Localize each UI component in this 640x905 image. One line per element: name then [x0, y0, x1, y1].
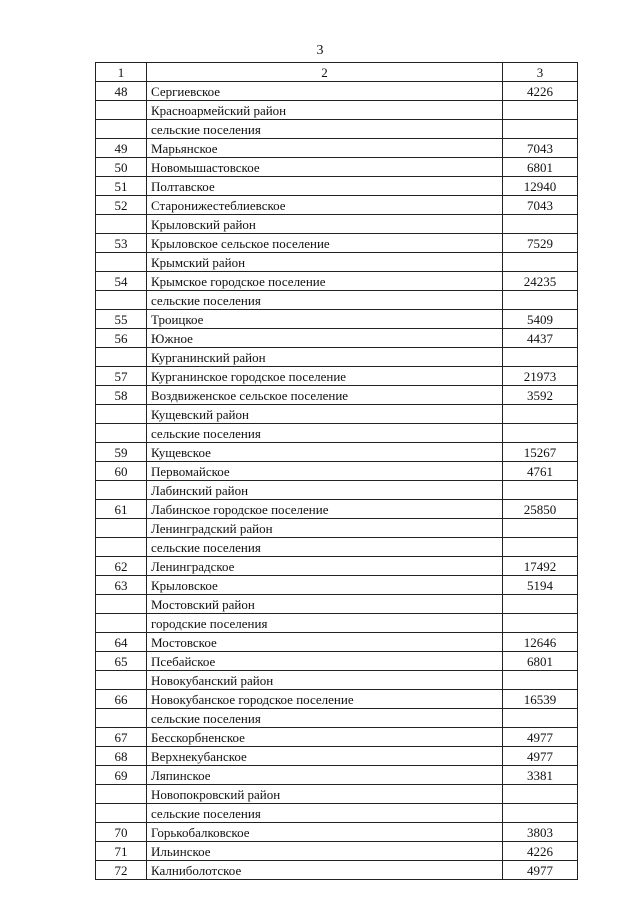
population-value: 4226 [503, 842, 578, 861]
table-row [96, 367, 578, 386]
population-value [503, 291, 578, 310]
table-row [96, 690, 578, 709]
settlement-name: Полтавское [147, 177, 503, 196]
row-number [96, 614, 147, 633]
table-row [96, 633, 578, 652]
row-number [96, 291, 147, 310]
settlement-name: Ильинское [147, 842, 503, 861]
settlement-name: Мостовское [147, 633, 503, 652]
settlement-name: Новокубанский район [147, 671, 503, 690]
population-value [503, 424, 578, 443]
settlement-name: Воздвиженское сельское поселение [147, 386, 503, 405]
table-row [96, 652, 578, 671]
population-value: 4437 [503, 329, 578, 348]
table-header-row [96, 63, 578, 82]
row-number: 49 [96, 139, 147, 158]
table-row [96, 462, 578, 481]
population-value: 15267 [503, 443, 578, 462]
settlement-name: Лабинское городское поселение [147, 500, 503, 519]
table-row [96, 614, 578, 633]
row-number [96, 253, 147, 272]
table-row [96, 443, 578, 462]
table-row [96, 120, 578, 139]
row-number: 63 [96, 576, 147, 595]
row-number [96, 538, 147, 557]
row-number: 56 [96, 329, 147, 348]
table-row [96, 842, 578, 861]
settlement-name: Бесскорбненское [147, 728, 503, 747]
settlement-name: Мостовский район [147, 595, 503, 614]
settlement-name: Марьянское [147, 139, 503, 158]
population-value: 12646 [503, 633, 578, 652]
table-row [96, 804, 578, 823]
table-row [96, 101, 578, 120]
row-number [96, 595, 147, 614]
table-row [96, 82, 578, 101]
page-number: 3 [316, 43, 324, 58]
settlement-name: Сергиевское [147, 82, 503, 101]
population-value: 5194 [503, 576, 578, 595]
settlement-name: Кущевский район [147, 405, 503, 424]
row-number [96, 424, 147, 443]
row-number: 70 [96, 823, 147, 842]
settlement-name: Первомайское [147, 462, 503, 481]
row-number: 50 [96, 158, 147, 177]
row-number: 51 [96, 177, 147, 196]
settlement-name: Южное [147, 329, 503, 348]
row-number: 59 [96, 443, 147, 462]
row-number [96, 671, 147, 690]
settlement-name: сельские поселения [147, 538, 503, 557]
population-value: 17492 [503, 557, 578, 576]
table-row [96, 310, 578, 329]
table-row [96, 500, 578, 519]
row-number: 64 [96, 633, 147, 652]
settlement-name: сельские поселения [147, 291, 503, 310]
population-value [503, 348, 578, 367]
settlement-name: Горькобалковское [147, 823, 503, 842]
table-row [96, 728, 578, 747]
table-row [96, 709, 578, 728]
row-number [96, 101, 147, 120]
settlement-name: Новопокровский район [147, 785, 503, 804]
table-row [96, 272, 578, 291]
table-row [96, 519, 578, 538]
row-number: 58 [96, 386, 147, 405]
row-number: 68 [96, 747, 147, 766]
population-value [503, 405, 578, 424]
settlement-name: Старонижестеблиевское [147, 196, 503, 215]
row-number: 65 [96, 652, 147, 671]
settlement-name: сельские поселения [147, 120, 503, 139]
table-row [96, 747, 578, 766]
table-row [96, 861, 578, 880]
population-value: 7043 [503, 196, 578, 215]
population-value [503, 614, 578, 633]
population-value: 7529 [503, 234, 578, 253]
settlement-name: Крымский район [147, 253, 503, 272]
population-value [503, 595, 578, 614]
population-value [503, 804, 578, 823]
settlement-name: Ленинградский район [147, 519, 503, 538]
settlements-table [95, 62, 578, 880]
table-row [96, 671, 578, 690]
table-row [96, 291, 578, 310]
settlement-name: Красноармейский район [147, 101, 503, 120]
row-number [96, 405, 147, 424]
settlement-name: Крыловский район [147, 215, 503, 234]
settlement-name: Курганинский район [147, 348, 503, 367]
settlement-name: Крыловское сельское поселение [147, 234, 503, 253]
table-row [96, 557, 578, 576]
row-number [96, 519, 147, 538]
population-value: 5409 [503, 310, 578, 329]
row-number: 52 [96, 196, 147, 215]
settlement-name: сельские поселения [147, 804, 503, 823]
row-number [96, 804, 147, 823]
row-number: 67 [96, 728, 147, 747]
row-number [96, 120, 147, 139]
table-row [96, 158, 578, 177]
population-value [503, 215, 578, 234]
table-row [96, 139, 578, 158]
population-value: 4977 [503, 747, 578, 766]
table-row [96, 424, 578, 443]
population-value: 7043 [503, 139, 578, 158]
population-value: 3803 [503, 823, 578, 842]
row-number [96, 215, 147, 234]
settlement-name: Ленинградское [147, 557, 503, 576]
population-value: 4226 [503, 82, 578, 101]
row-number [96, 481, 147, 500]
table-row [96, 348, 578, 367]
table-row [96, 785, 578, 804]
table-row [96, 481, 578, 500]
header-col-1: 1 [96, 63, 147, 82]
row-number: 71 [96, 842, 147, 861]
row-number: 48 [96, 82, 147, 101]
row-number: 72 [96, 861, 147, 880]
settlement-name: Троицкое [147, 310, 503, 329]
population-value: 4761 [503, 462, 578, 481]
table-row [96, 177, 578, 196]
table-row [96, 538, 578, 557]
table-row [96, 823, 578, 842]
row-number: 57 [96, 367, 147, 386]
row-number [96, 709, 147, 728]
table-row [96, 766, 578, 785]
population-value: 12940 [503, 177, 578, 196]
population-value: 3592 [503, 386, 578, 405]
population-value: 6801 [503, 652, 578, 671]
row-number: 66 [96, 690, 147, 709]
population-value: 4977 [503, 861, 578, 880]
row-number: 69 [96, 766, 147, 785]
population-value: 16539 [503, 690, 578, 709]
settlement-name: городские поселения [147, 614, 503, 633]
row-number: 55 [96, 310, 147, 329]
settlement-name: сельские поселения [147, 709, 503, 728]
population-value [503, 519, 578, 538]
settlement-name: Крымское городское поселение [147, 272, 503, 291]
settlement-name: Новомышастовское [147, 158, 503, 177]
settlement-name: Курганинское городское поселение [147, 367, 503, 386]
row-number: 62 [96, 557, 147, 576]
settlement-name: Кущевское [147, 443, 503, 462]
header-col-3: 3 [503, 63, 578, 82]
population-value: 25850 [503, 500, 578, 519]
table-row [96, 386, 578, 405]
population-value: 24235 [503, 272, 578, 291]
row-number [96, 348, 147, 367]
population-value [503, 538, 578, 557]
row-number: 54 [96, 272, 147, 291]
population-value: 4977 [503, 728, 578, 747]
population-value [503, 785, 578, 804]
table-row [96, 196, 578, 215]
table-row [96, 215, 578, 234]
table-row [96, 405, 578, 424]
population-value [503, 481, 578, 500]
settlement-name: Верхнекубанское [147, 747, 503, 766]
settlement-name: Калниболотское [147, 861, 503, 880]
table-row [96, 329, 578, 348]
population-value: 6801 [503, 158, 578, 177]
settlement-name: Лабинский район [147, 481, 503, 500]
population-value [503, 671, 578, 690]
table-row [96, 576, 578, 595]
settlement-name: Ляпинское [147, 766, 503, 785]
population-value: 21973 [503, 367, 578, 386]
population-value [503, 120, 578, 139]
population-value: 3381 [503, 766, 578, 785]
table-row [96, 253, 578, 272]
row-number [96, 785, 147, 804]
settlement-name: Новокубанское городское поселение [147, 690, 503, 709]
settlement-name: Псебайское [147, 652, 503, 671]
row-number: 61 [96, 500, 147, 519]
settlement-name: Крыловское [147, 576, 503, 595]
row-number: 53 [96, 234, 147, 253]
settlement-name: сельские поселения [147, 424, 503, 443]
population-value [503, 253, 578, 272]
header-col-2: 2 [147, 63, 503, 82]
population-value [503, 101, 578, 120]
table-row [96, 234, 578, 253]
population-value [503, 709, 578, 728]
table-row [96, 595, 578, 614]
row-number: 60 [96, 462, 147, 481]
